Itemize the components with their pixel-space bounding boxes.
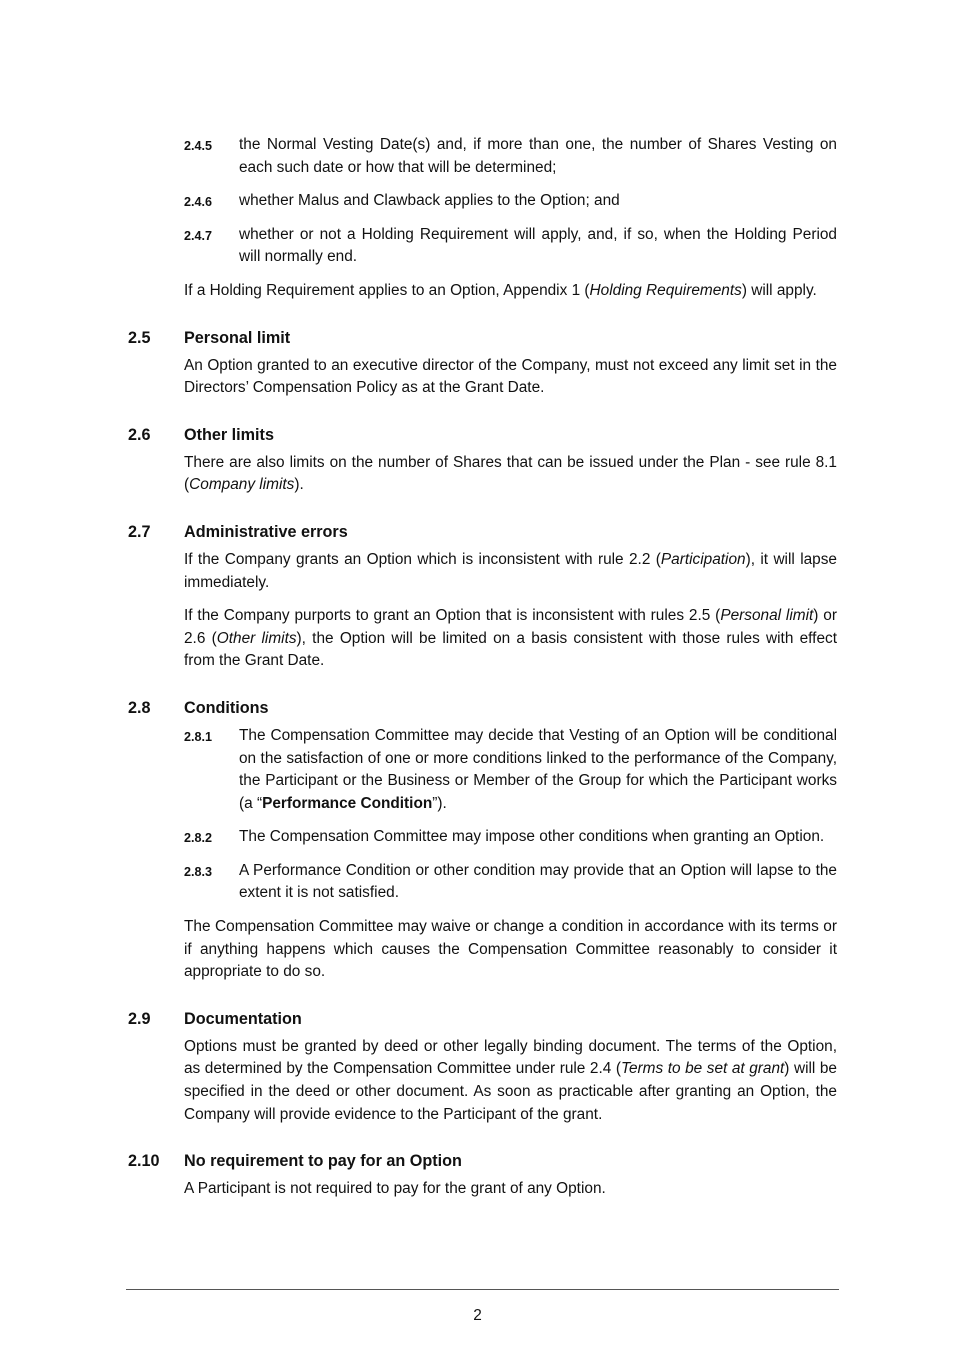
clause-2-4-5 bbox=[0, 134, 965, 179]
section-heading-2-7 bbox=[0, 521, 965, 543]
cross-reference: Personal limit bbox=[720, 607, 814, 625]
clause-number: 2.4.7 bbox=[184, 228, 213, 243]
no-payment-paragraph: A Participant is not required to pay for the grant of any Option. bbox=[184, 1180, 606, 1198]
conditions-closing-paragraph: The Compensation Committee may waive or change a condition in accordance with its terms or if anything happens which causes the Compensation Committee reasonably to consider it appropriate to do so. bbox=[184, 918, 837, 981]
section-title: Documentation bbox=[184, 1009, 302, 1028]
other-limits-paragraph: There are also limits on the number of Shares that can be issued under the Plan - see rule 8.1 (Company limits). bbox=[184, 453, 837, 494]
footer-divider bbox=[126, 1289, 839, 1290]
section-number: 2.5 bbox=[128, 328, 151, 347]
documentation-paragraph: Options must be granted by deed or other legally binding document. The terms of the Option, as determined by the Compensation Committee under rule 2.4 (Terms to be set at grant) will be specified in the deed or other document. As soon as practicable after granting an Option, the Company will provide evidence to the Participant of the grant. bbox=[184, 1037, 837, 1123]
section-heading-2-6 bbox=[0, 424, 965, 446]
section-heading-2-9 bbox=[0, 1008, 965, 1030]
page-number: 2 bbox=[473, 1307, 482, 1324]
clause-text: The Compensation Committee may impose other conditions when granting an Option. bbox=[239, 828, 825, 846]
document-body bbox=[0, 134, 965, 1212]
section-number: 2.6 bbox=[128, 425, 151, 444]
clause-number: 2.8.3 bbox=[184, 864, 213, 879]
clause-2-8-2 bbox=[0, 826, 965, 849]
cross-reference: Participation bbox=[660, 550, 746, 568]
section-heading-2-8 bbox=[0, 697, 965, 719]
cross-reference: Terms to be set at grant bbox=[620, 1060, 785, 1078]
section-number: 2.7 bbox=[128, 522, 151, 541]
section-number: 2.9 bbox=[128, 1009, 151, 1028]
defined-term: Performance Condition bbox=[262, 794, 433, 812]
administrative-errors-paragraph-2: If the Company purports to grant an Option that is inconsistent with rules 2.5 (Personal limit) or 2.6 (Other limits), the Option will be limited on a basis consistent with those rules with effect from the Grant Date. bbox=[184, 607, 837, 670]
clause-text: the Normal Vesting Date(s) and, if more than one, the number of Shares Vesting on each such date or how that will be determined; bbox=[239, 136, 837, 176]
section-title: Administrative errors bbox=[184, 522, 348, 541]
clause-2-8-3 bbox=[0, 860, 965, 905]
clause-number: 2.4.6 bbox=[184, 195, 213, 210]
cross-reference: Company limits bbox=[189, 476, 295, 494]
clause-text: whether or not a Holding Requirement will apply, and, if so, when the Holding Period will normally end. bbox=[239, 225, 837, 266]
clause-number: 2.4.5 bbox=[184, 139, 213, 153]
section-title: Conditions bbox=[184, 698, 269, 717]
section-heading-2-10 bbox=[0, 1150, 965, 1172]
administrative-errors-paragraph-1: If the Company grants an Option which is inconsistent with rule 2.2 (Participation), it will lapse immediately. bbox=[184, 550, 837, 591]
clause-number: 2.8.1 bbox=[184, 729, 213, 744]
clause-number: 2.8.2 bbox=[184, 831, 213, 846]
section-title: Other limits bbox=[184, 425, 274, 444]
clause-text: The Compensation Committee may decide that Vesting of an Option will be conditional on the satisfaction of one or more conditions linked to the performance of the Company, the Participant or the Business or Member of the Group for which the Participant works (a “Performance Condition”). bbox=[239, 726, 837, 812]
personal-limit-paragraph: An Option granted to an executive director of the Company, must not exceed any limit set in the Directors’ Compensation Policy as at the Grant Date. bbox=[184, 356, 837, 397]
cross-reference: Other limits bbox=[216, 629, 297, 647]
section-number: 2.8 bbox=[128, 698, 151, 717]
cross-reference: Holding Requirements bbox=[589, 281, 742, 299]
section-number: 2.10 bbox=[128, 1152, 160, 1171]
clause-2-4-6 bbox=[0, 190, 965, 213]
clause-text: whether Malus and Clawback applies to the Option; and bbox=[239, 192, 620, 210]
clause-2-4-7 bbox=[0, 224, 965, 269]
holding-requirement-paragraph: If a Holding Requirement applies to an Option, Appendix 1 (Holding Requirements) will apply. bbox=[184, 281, 817, 299]
section-title: Personal limit bbox=[184, 328, 291, 347]
clause-text: A Performance Condition or other condition may provide that an Option will lapse to the extent it is not satisfied. bbox=[239, 861, 837, 902]
clause-2-8-1 bbox=[0, 725, 965, 815]
section-title: No requirement to pay for an Option bbox=[184, 1152, 462, 1171]
section-heading-2-5 bbox=[0, 327, 965, 349]
